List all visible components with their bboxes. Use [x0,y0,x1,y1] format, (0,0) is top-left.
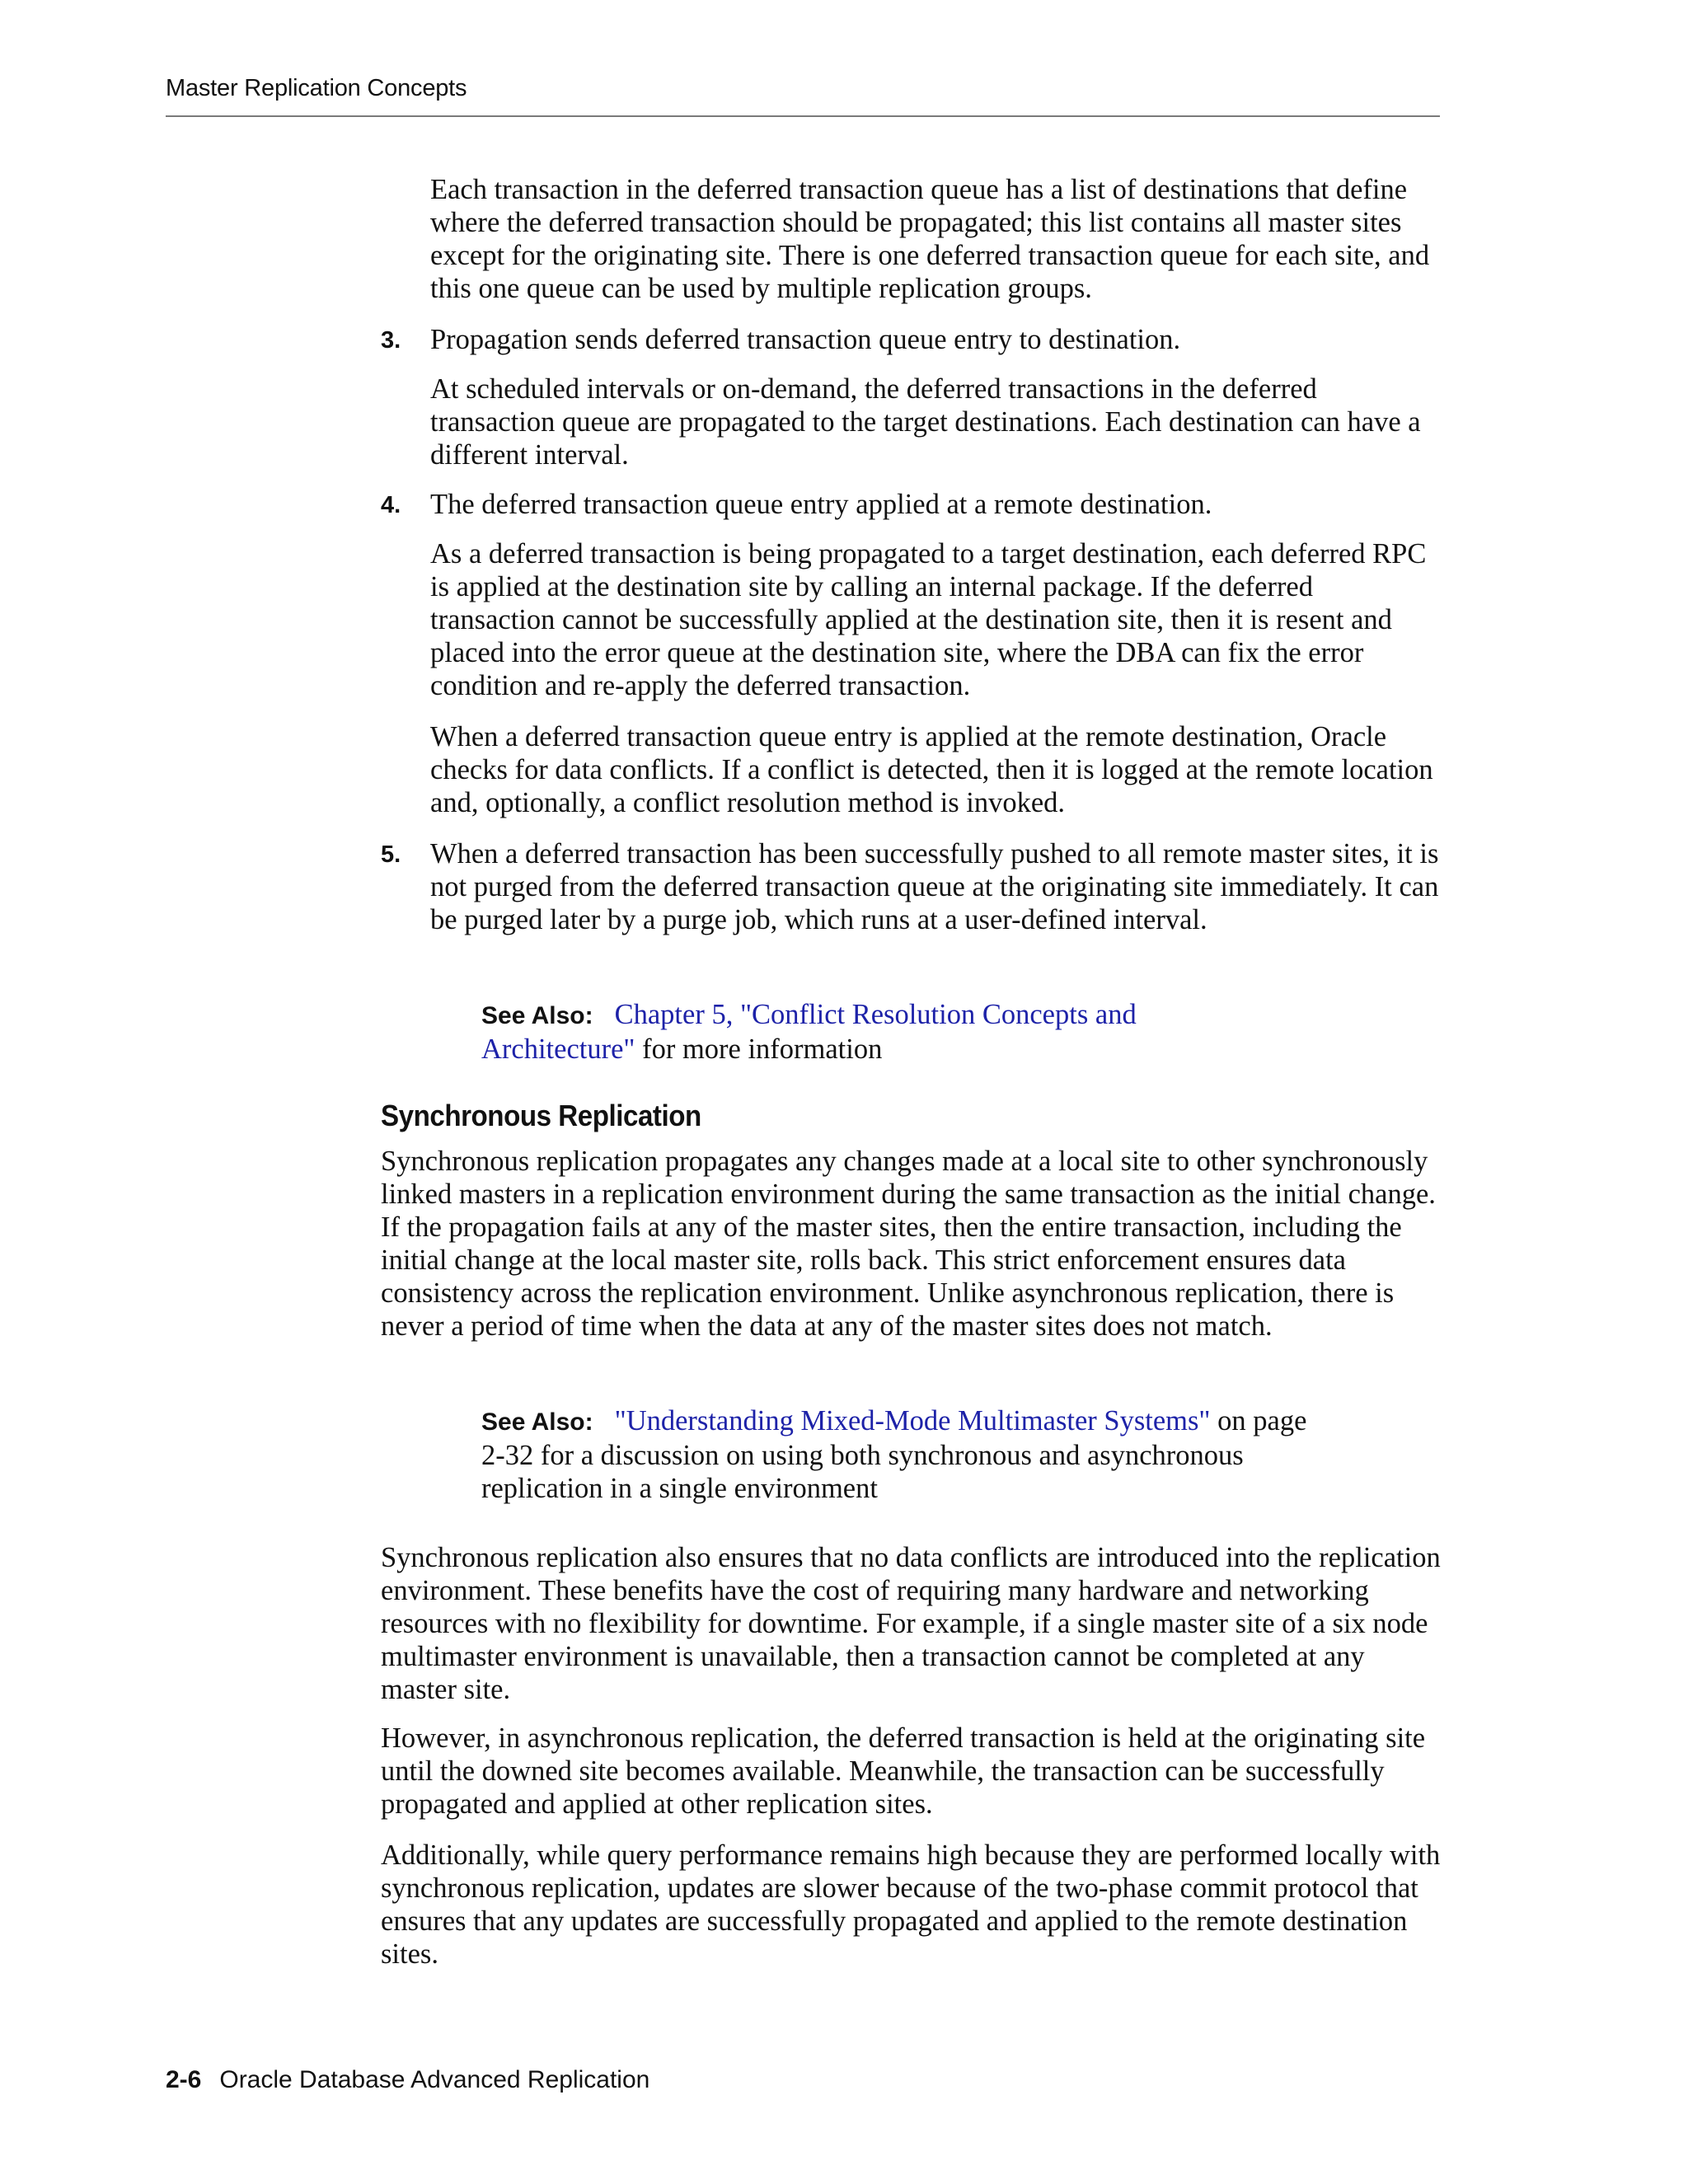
section-paragraph-2: Synchronous replication also ensures that no data conflicts are introduced into the replication environment. These benefits have the cost of requiring many hardware and networking resources with no flexibility for downtime. For example, if a single master site of a six node multimaster environment is unavailable, then a transaction cannot be completed at any master site. [381,1542,1441,1705]
see-also-label: See Also: [481,1408,593,1436]
header-rule [166,115,1440,117]
step-4-number: 4. [381,492,401,518]
running-header: Master Replication Concepts [166,75,467,101]
section-paragraph-4: Additionally, while query performance remains high because they are performed locally with synchronous replication, updates are slower because of the two-phase commit protocol that ensures that any updates are successfully propagated and applied to the remote destination sites. [381,1840,1441,1970]
page-footer [166,2066,649,2094]
step-5-number: 5. [381,841,401,868]
step-4-paragraph-2: When a deferred transaction queue entry is applied at the remote destination, Oracle checks for data conflicts. If a conflict is detected, then it is logged at the remote location and, optionally, a conflict resolution method is invoked. [430,721,1433,818]
section-heading: Synchronous Replication [381,1099,701,1132]
intro-paragraph: Each transaction in the deferred transaction queue has a list of destinations that define where the deferred transaction should be propagated; this list contains all master sites except for the originating site. There is one deferred transaction queue for each site, and this one queue can be used by multiple replication groups. [430,174,1430,304]
step-3-number: 3. [381,327,401,354]
step-3-title: Propagation sends deferred transaction queue entry to destination. [430,324,1181,355]
see-also-note-2 [481,1404,1314,1505]
chapter-5-link[interactable]: Chapter 5, "Conflict Resolution Concepts and Architecture" [481,999,1137,1065]
section-paragraph-1: Synchronous replication propagates any changes made at a local site to other synchronously linked masters in a replication environment during the same transaction as the initial change. If the propagation fails at any of the master sites, then the entire transaction, including the initial change at the local master site, rolls back. This strict enforcement ensures data consistency across the replication environment. Unlike asynchronous replication, there is never a period of time when the data at any of the master sites does not match. [381,1146,1436,1342]
section-paragraph-3: However, in asynchronous replication, the deferred transaction is held at the originating site until the downed site becomes available. Meanwhile, the transaction can be successfully propagated and applied at other replication sites. [381,1722,1426,1820]
step-4-title: The deferred transaction queue entry applied at a remote destination. [430,489,1212,520]
mixed-mode-multimaster-link[interactable]: "Understanding Mixed-Mode Multimaster Systems" [614,1405,1211,1436]
page-number: 2-6 [166,2066,202,2093]
step-3-paragraph: At scheduled intervals or on-demand, the deferred transactions in the deferred transaction queue are propagated to the target destinations. Each destination can have a different interval. [430,373,1421,471]
see-also-2-suffix: on page 2-32 for a discussion on using both synchronous and asynchronous replication in a single environment [481,1405,1307,1504]
step-5-title: When a deferred transaction has been successfully pushed to all remote master sites, it is not purged from the deferred transaction queue at the originating site immediately. It can be purged later by a purge job, which runs at a user-defined interval. [430,838,1439,935]
see-also-note-1 [481,998,1273,1066]
book-title: Oracle Database Advanced Replication [219,2066,650,2093]
step-4-paragraph-1: As a deferred transaction is being propagated to a target destination, each deferred RPC is applied at the destination site by calling an internal package. If the deferred transaction cannot be successfully applied at the destination site, then it is resent and placed into the error queue at the destination site, where the DBA can fix the error condition and re-apply the deferred transaction. [430,538,1427,701]
see-also-label: See Also: [481,1002,593,1029]
see-also-1-suffix: for more information [635,1033,883,1065]
